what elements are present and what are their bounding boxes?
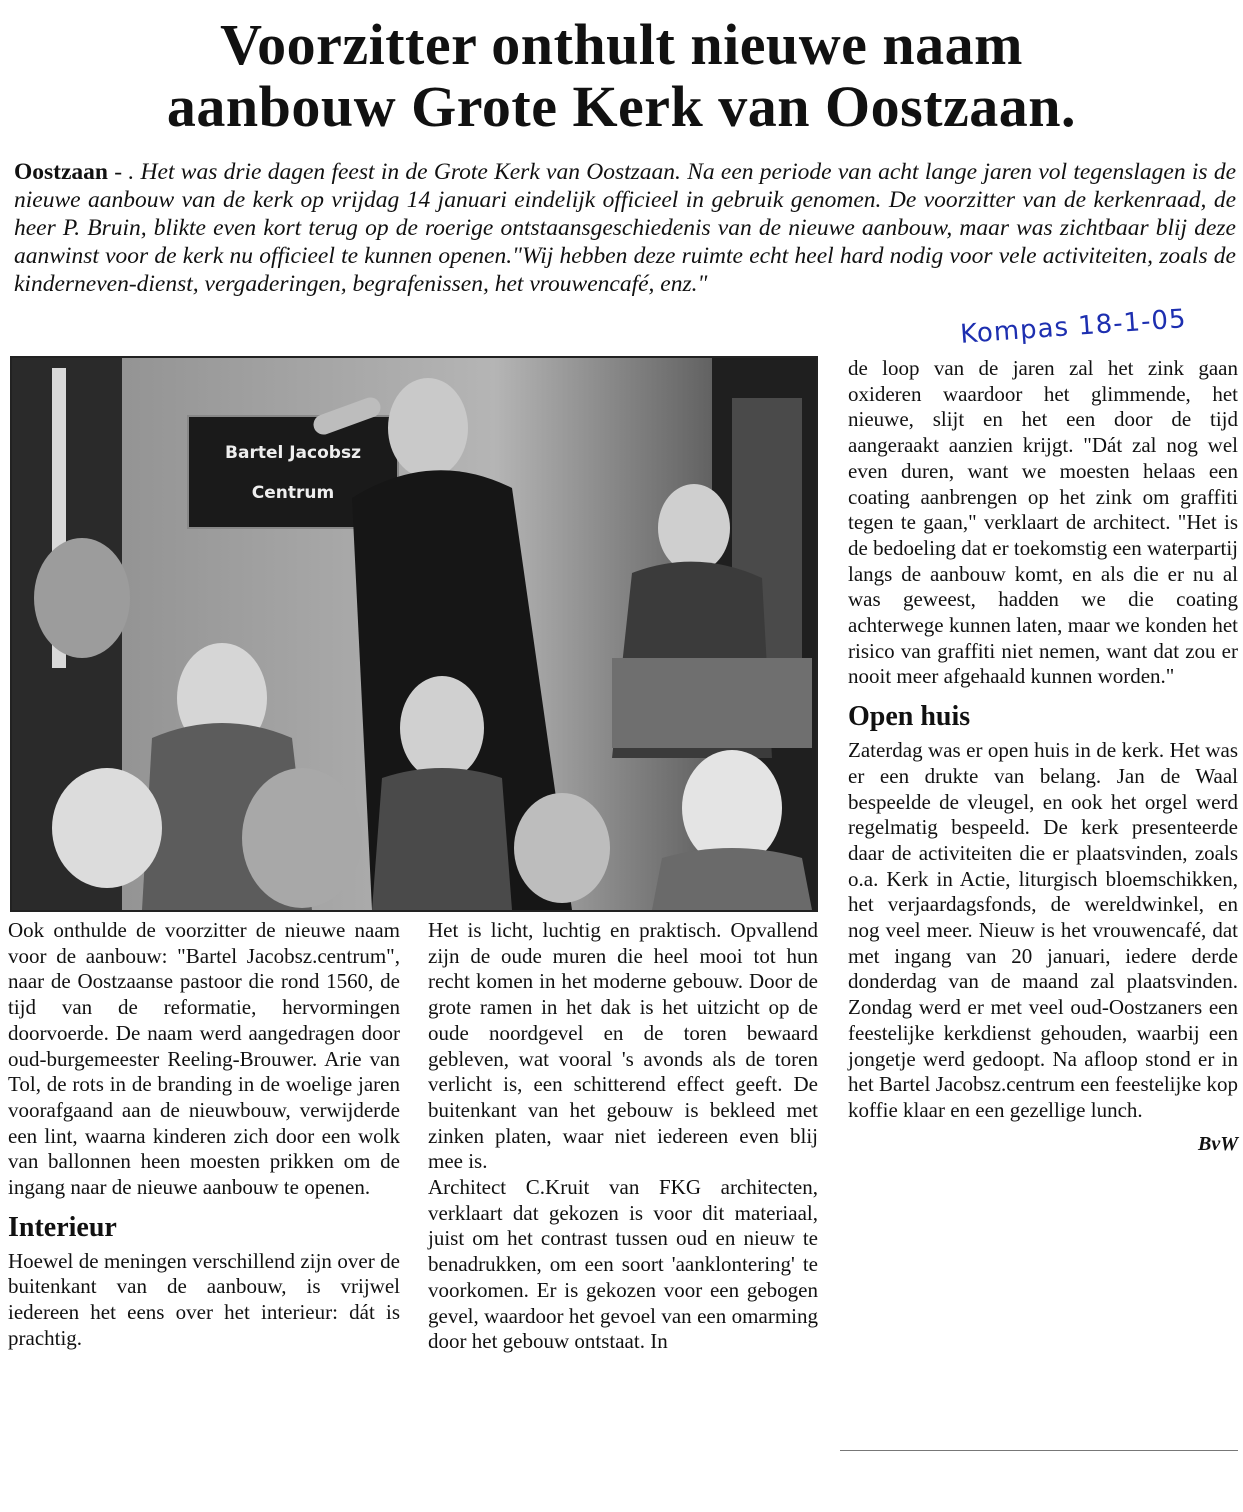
subheading-open-huis: Open huis (848, 701, 971, 733)
byline: BvW (1198, 1132, 1238, 1155)
sign-line2: Centrum (251, 483, 335, 503)
column-end-rule (840, 1450, 1238, 1451)
column1-paragraph-2: Hoewel de meningen verschillend zijn over de buitenkant van de aanbouw, is vrijwel iedereen het eens over het interieur: dát is prachtig. (8, 1248, 400, 1350)
lead-paragraph (14, 158, 1236, 298)
headline-line2: aanbouw Grote Kerk van Oostzaan. (166, 74, 1077, 139)
article-photo (10, 356, 818, 912)
column-2 (428, 918, 818, 1355)
headline (0, 14, 1243, 138)
column-1 (8, 918, 400, 1352)
column3-paragraph-1: de loop van de jaren zal het zink gaan oxideren waardoor het glimmende, het nieuwe, slijt en het een door de tijd aangeraakt aanzien krijgt. "Dát zal nog wel even duren, want we moesten helaas een coating aanbrengen op het zink om graffiti tegen te gaan," verklaart de architect. "Het is de bedoeling dat er toekomstig een waterpartij langs de aanbouw komt, en als die er nu al was geweest, hadden we die coating achterwege kunnen laten, maar we konden het risico van graffiti niet nemen, want dat zou er nooit meer afgehaald kunnen worden." (848, 356, 1238, 689)
column-3 (848, 356, 1238, 1157)
handwritten-note: Kompas 18-1-05 (959, 304, 1188, 350)
subheading-interieur: Interieur (8, 1211, 117, 1243)
lead-place: Oostzaan (14, 159, 108, 185)
column2-paragraph-2: Architect C.Kruit van FKG architecten, verklaart dat gekozen is voor dit materiaal, juist om het contrast tussen oud en nieuw te benadrukken, om een soort 'aanklontering' te voorkomen. Er is gekozen voor een gebogen gevel, waardoor het gevoel van een omarming door het gebouw ontstaat. In (428, 1175, 818, 1354)
headline-line1: Voorzitter onthult nieuwe naam (220, 12, 1023, 77)
lead-text: - . Het was drie dagen feest in de Grote Kerk van Oostzaan. Na een periode van acht lange jaren vol tegenslagen is de nieuwe aanbouw van de kerk op vrijdag 14 januari eindelijk officieel in gebruik genomen. De voorzitter van de kerkenraad, de heer P. Bruin, blikte even kort terug op de roerige ontstaansgeschiedenis van de nieuwe aanbouw, maar was zichtbaar blij deze aanwinst voor de kerk nu officieel te kunnen openen."Wij hebben deze ruimte echt heel hard nodig voor vele activiteiten, zoals de kinderneven-dienst, vergaderingen, begrafenissen, het vrouwencafé, enz." (14, 159, 1236, 297)
column2-paragraph-1: Het is licht, luchtig en praktisch. Opvallend zijn de oude muren die heel mooi tot hun recht komen in het moderne gebouw. Door de grote ramen in het dak is het uitzicht op de oude noordgevel en de toren bewaard gebleven, wat vooral 's avonds als de toren verlicht is, een schitterend effect geeft. De buitenkant van het gebouw is bekleed met zinken platen, waar niet iedereen even blij mee is. (428, 918, 818, 1174)
sign-line1: Bartel Jacobsz (225, 443, 361, 463)
column3-paragraph-2: Zaterdag was er open huis in de kerk. Het was er een drukte van belang. Jan de Waal bespeelde de vleugel, en ook het orgel werd regelmatig bespeeld. De kerk presenteerde daar de activiteiten die er plaatsvinden, zoals o.a. Kerk in Actie, liturgisch bloemschikken, het verjaardagsfonds, de wereldwinkel, en nog veel meer. Nieuw is het vrouwencafé, dat met ingang van 20 januari, iedere derde donderdag van de maand zal plaatsvinden. Zondag werd er met veel oud-Oostzaners een feestelijke kerkdienst gehouden, waarbij een jongetje werd gedoopt. Na afloop stond er in het Bartel Jacobsz.centrum een feestelijke kop koffie klaar en een gezellige lunch. (848, 738, 1238, 1122)
column1-paragraph-1: Ook onthulde de voorzitter de nieuwe naam voor de aanbouw: "Bartel Jacobsz.centrum", naar de Oostzaanse pastoor die rond 1560, de tijd van de reformatie, hervormingen doorvoerde. De naam werd aangedragen door oud-burgemeester Reeling-Brouwer. Arie van Tol, de rots in de branding in de woelige jaren voorafgaand aan de nieuwbouw, verwijderde een lint, waarna kinderen zich door een wolk van ballonnen heen moesten prikken om de ingang naar de nieuwe aanbouw te openen. (8, 918, 400, 1200)
